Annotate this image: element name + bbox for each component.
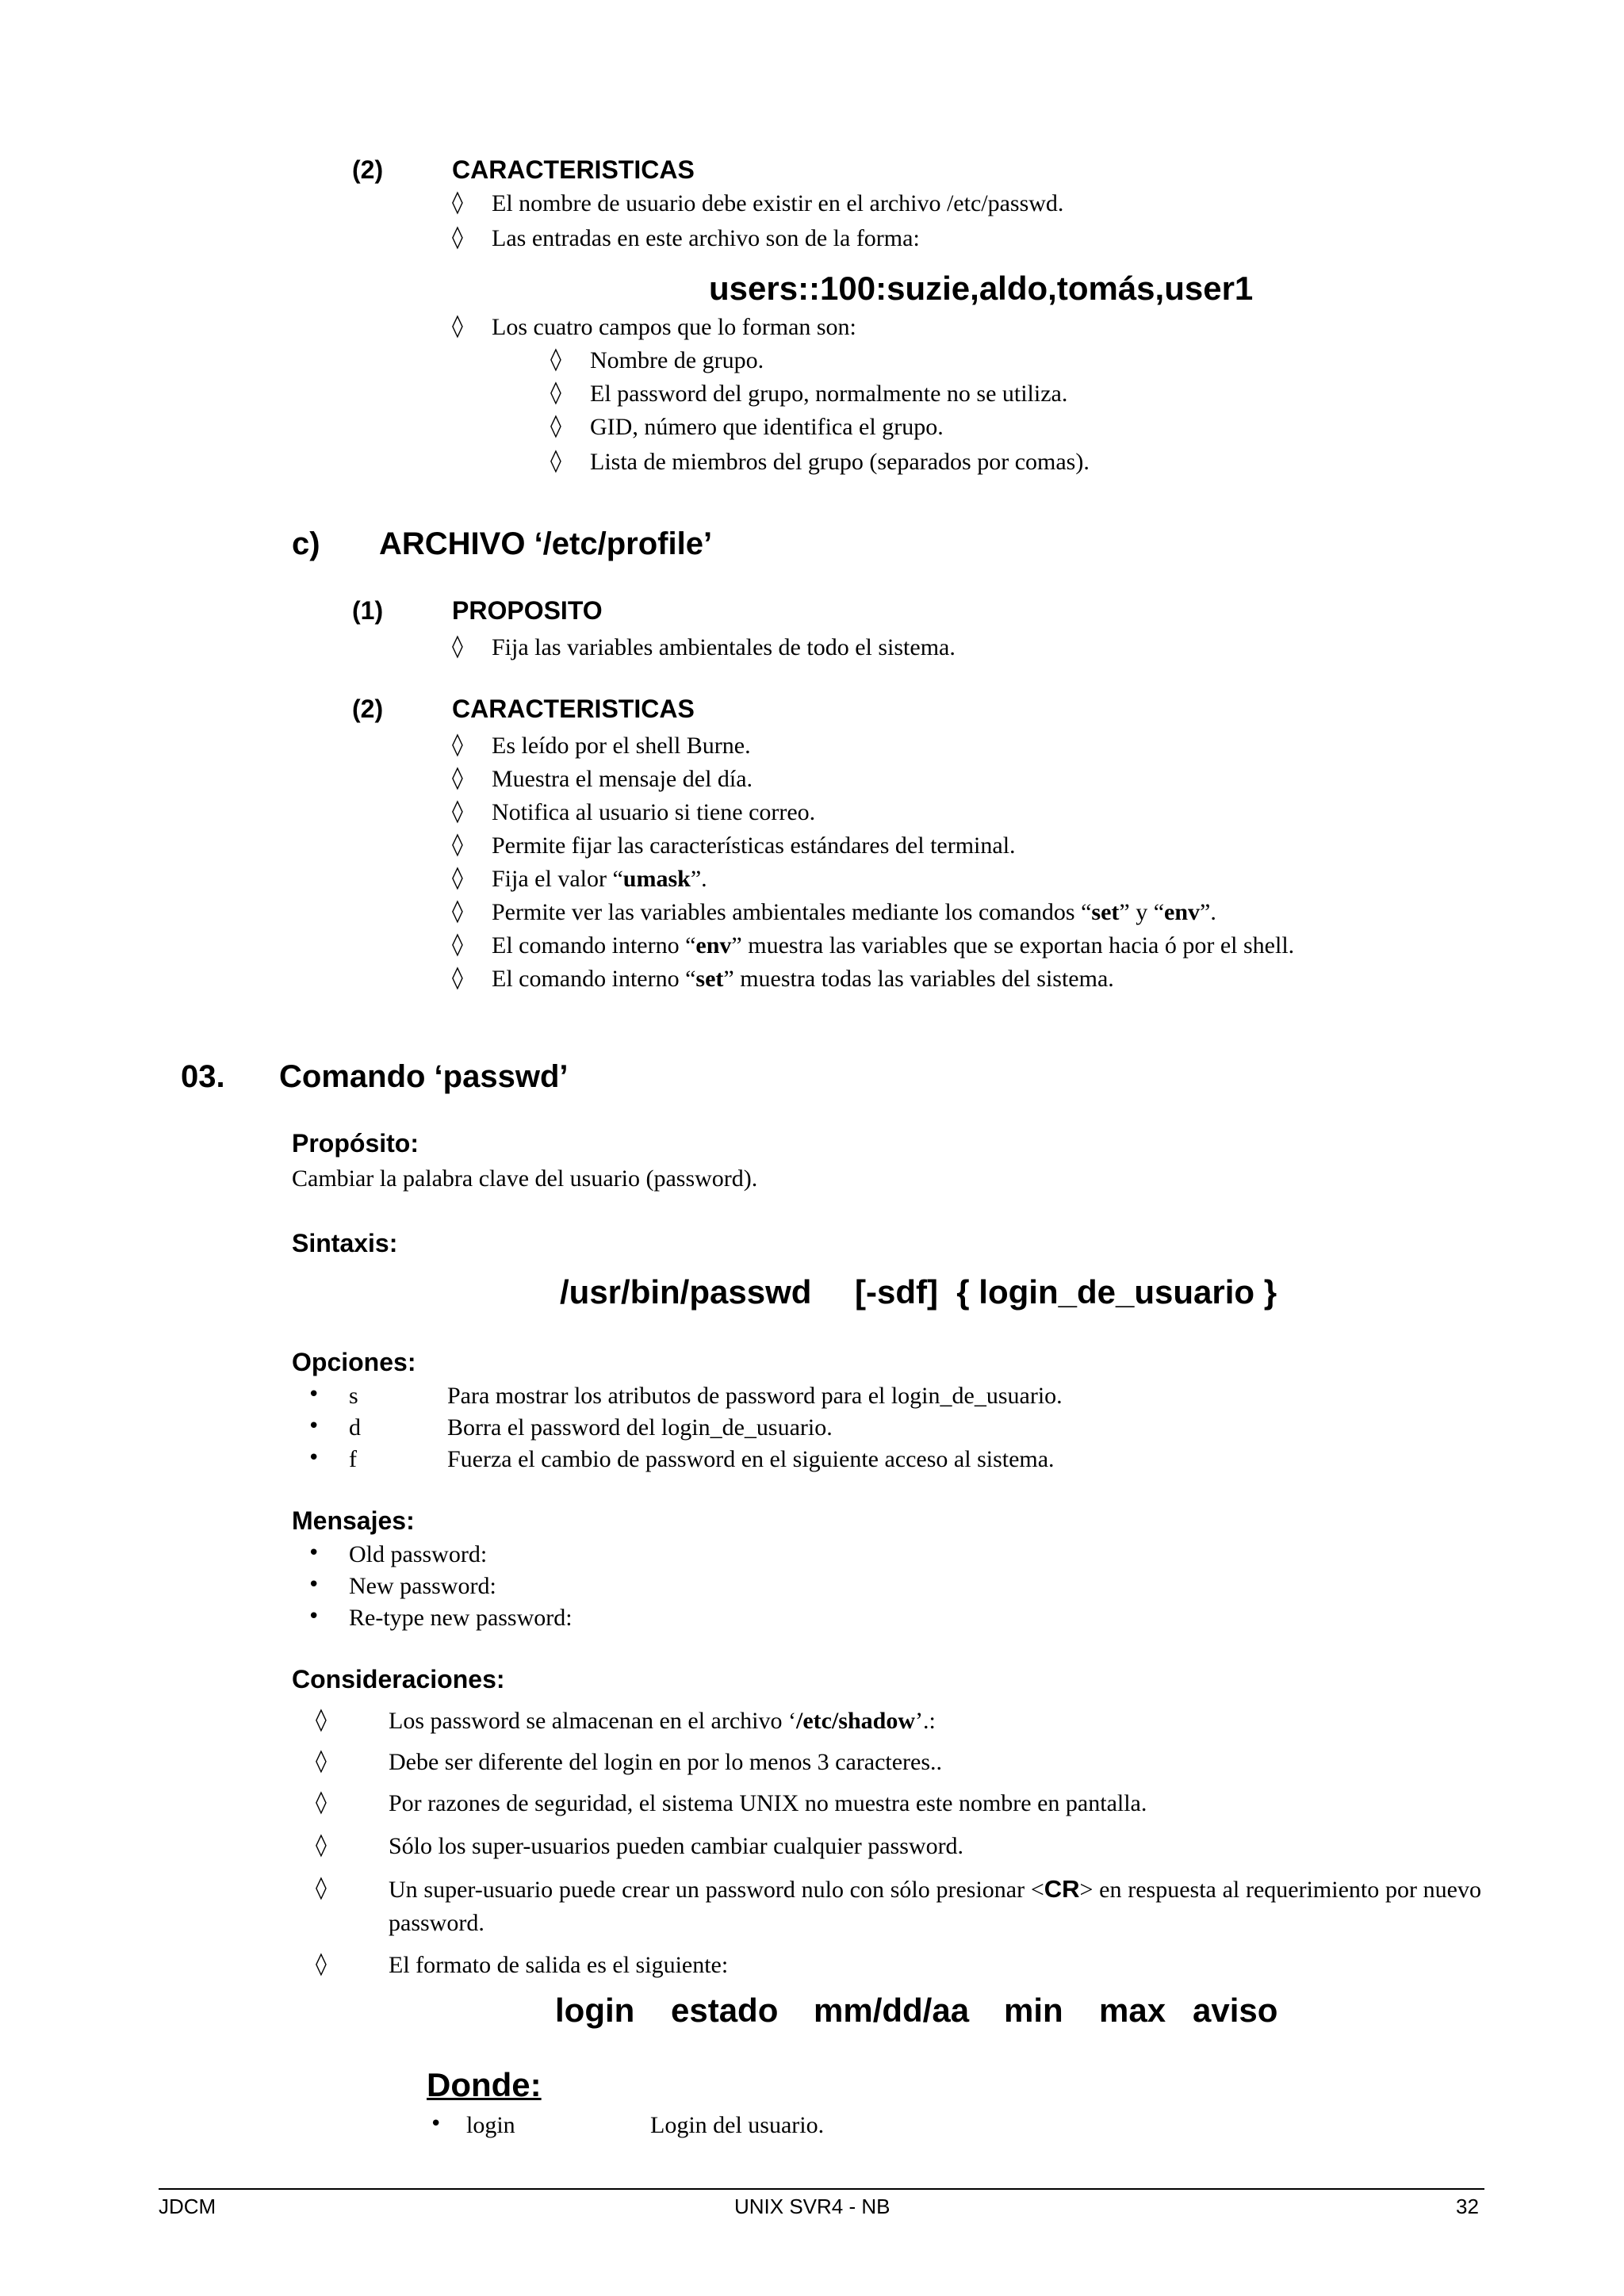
consideration-item: Sólo los super-usuarios pueden cambiar cualquier password. [389, 1833, 964, 1859]
option-description: Fuerza el cambio de password en el siguiente acceso al sistema. [447, 1446, 1055, 1472]
footer-author: JDCM [159, 2195, 216, 2218]
consideration-item: Un super-usuario puede crear un password nulo con sólo presionar <CR> en respuesta al requerimiento por nuevo password. [389, 1875, 1481, 1936]
option-flag: f [349, 1446, 357, 1472]
bullet-icon: • [308, 1446, 320, 1470]
page-number: 32 [1456, 2195, 1479, 2218]
sub-list-item: GID, número que identifica el grupo. [590, 414, 944, 440]
list-item: Fija las variables ambientales de todo el sistema. [492, 634, 956, 660]
donde-heading: Donde: [427, 2066, 542, 2103]
bullet-icon: • [308, 1541, 320, 1565]
bullet-icon: • [308, 1573, 320, 1597]
mensajes-label: Mensajes: [292, 1506, 415, 1535]
format-field: max [1099, 1992, 1166, 2029]
diamond-bullet-icon: ◊ [452, 931, 463, 957]
format-field: mm/dd/aa [814, 1992, 970, 2029]
diamond-bullet-icon: ◊ [316, 1789, 327, 1815]
consideration-item: Por razones de seguridad, el sistema UNIX no muestra este nombre en pantalla. [389, 1790, 1147, 1816]
list-item: Permite ver las variables ambientales mediante los comandos “set” y “env”. [492, 899, 1216, 925]
diamond-bullet-icon: ◊ [452, 731, 463, 757]
bullet-icon: • [308, 1383, 320, 1406]
list-item: El comando interno “set” muestra todas las variables del sistema. [492, 966, 1114, 992]
diamond-bullet-icon: ◊ [452, 897, 463, 924]
footer-divider [159, 2188, 1484, 2190]
diamond-bullet-icon: ◊ [452, 633, 463, 659]
format-field: min [1004, 1992, 1063, 2029]
donde-description: Login del usuario. [650, 2112, 825, 2138]
diamond-bullet-icon: ◊ [452, 224, 463, 250]
diamond-bullet-icon: ◊ [316, 1831, 327, 1858]
bullet-icon: • [308, 1414, 320, 1438]
list-item: Permite fijar las características estándares del terminal. [492, 832, 1016, 859]
bullet-icon: • [430, 2112, 442, 2136]
proposito-text: Cambiar la palabra clave del usuario (password). [292, 1165, 758, 1192]
message-item: Old password: [349, 1541, 488, 1567]
option-description: Para mostrar los atributos de password para el login_de_usuario. [447, 1383, 1063, 1409]
list-item: El comando interno “env” muestra las variables que se exportan hacia ó por el shell. [492, 932, 1295, 959]
opciones-label: Opciones: [292, 1348, 416, 1376]
section-heading: CARACTERISTICAS [452, 695, 695, 723]
diamond-bullet-icon: ◊ [452, 764, 463, 790]
group-entry-example: users::100:suzie,aldo,tomás,user1 [709, 270, 1254, 307]
bullet-icon: • [308, 1605, 320, 1628]
list-item: Notifica al usuario si tiene correo. [492, 799, 816, 825]
diamond-bullet-icon: ◊ [316, 1950, 327, 1976]
chapter-number: 03. [181, 1059, 225, 1094]
message-item: Re-type new password: [349, 1605, 573, 1631]
consideration-item: Debe ser diferente del login en por lo menos 3 caracteres.. [389, 1749, 943, 1775]
chapter-heading: Comando ‘passwd’ [279, 1059, 569, 1094]
diamond-bullet-icon: ◊ [316, 1706, 327, 1732]
list-item: Muestra el mensaje del día. [492, 766, 753, 792]
sub-list-item: Lista de miembros del grupo (separados por comas). [590, 449, 1090, 475]
option-flag: s [349, 1383, 358, 1409]
list-item: Fija el valor “umask”. [492, 866, 707, 892]
list-item: El nombre de usuario debe existir en el archivo /etc/passwd. [492, 190, 1064, 216]
sub-list-item: El password del grupo, normalmente no se utiliza. [590, 381, 1068, 407]
consideration-item: El formato de salida es el siguiente: [389, 1952, 729, 1978]
syntax-command: /usr/bin/passwd [560, 1273, 812, 1311]
diamond-bullet-icon: ◊ [316, 1874, 327, 1900]
message-item: New password: [349, 1573, 496, 1599]
diamond-bullet-icon: ◊ [452, 312, 463, 339]
syntax-arguments: [-sdf] { login_de_usuario } [855, 1273, 1277, 1311]
format-field: aviso [1193, 1992, 1278, 2029]
diamond-bullet-icon: ◊ [452, 864, 463, 890]
diamond-bullet-icon: ◊ [452, 798, 463, 824]
diamond-bullet-icon: ◊ [452, 964, 463, 990]
diamond-bullet-icon: ◊ [452, 831, 463, 857]
section-number: (1) [352, 596, 384, 625]
footer-title: UNIX SVR4 - NB [734, 2195, 891, 2218]
section-letter: c) [292, 526, 320, 561]
section-number: (2) [352, 155, 384, 184]
format-field: login [555, 1992, 635, 2029]
section-number: (2) [352, 695, 384, 723]
donde-term: login [466, 2112, 515, 2138]
diamond-bullet-icon: ◊ [550, 447, 561, 473]
list-item: Las entradas en este archivo son de la forma: [492, 225, 920, 251]
diamond-bullet-icon: ◊ [550, 346, 561, 372]
sintaxis-label: Sintaxis: [292, 1229, 398, 1257]
proposito-label: Propósito: [292, 1129, 419, 1158]
sub-list-item: Nombre de grupo. [590, 347, 764, 373]
section-heading: ARCHIVO ‘/etc/profile’ [379, 526, 713, 561]
diamond-bullet-icon: ◊ [550, 412, 561, 438]
option-description: Borra el password del login_de_usuario. [447, 1414, 833, 1441]
section-heading: PROPOSITO [452, 596, 603, 625]
consideration-item: Los password se almacenan en el archivo ‘/etc/shadow’.: [389, 1708, 936, 1734]
list-item: Los cuatro campos que lo forman son: [492, 314, 856, 340]
consideraciones-label: Consideraciones: [292, 1665, 505, 1693]
section-heading: CARACTERISTICAS [452, 155, 695, 184]
list-item: Es leído por el shell Burne. [492, 733, 751, 759]
diamond-bullet-icon: ◊ [316, 1747, 327, 1774]
format-field: estado [671, 1992, 779, 2029]
diamond-bullet-icon: ◊ [550, 379, 561, 405]
option-flag: d [349, 1414, 361, 1441]
diamond-bullet-icon: ◊ [452, 189, 463, 215]
